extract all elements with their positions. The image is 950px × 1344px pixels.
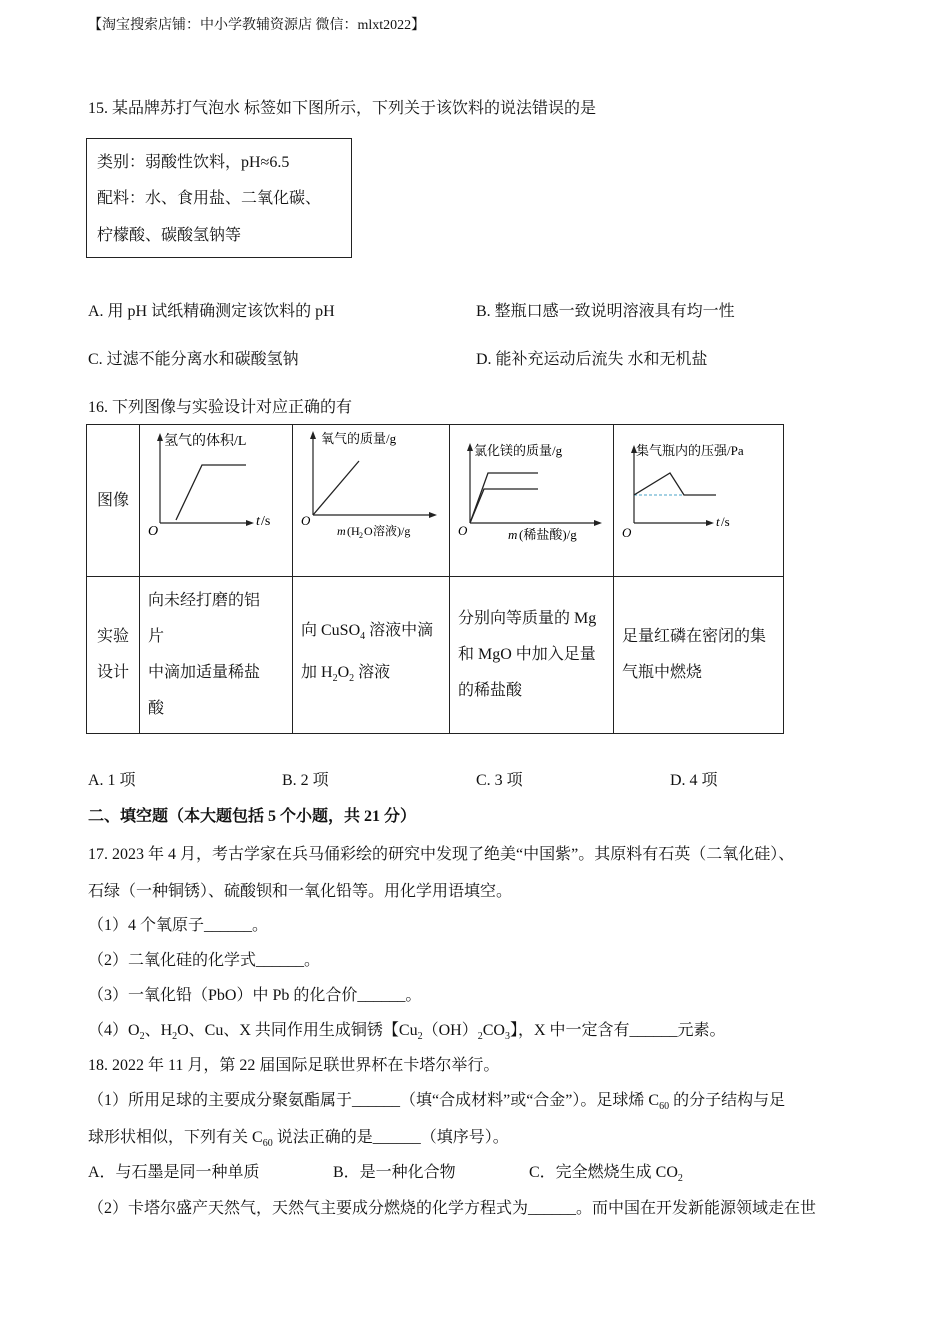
graph2-xlabel-rest: (H: [347, 524, 360, 538]
design-cell-3: [450, 577, 614, 734]
q16-stem: 16. 下列图像与实验设计对应正确的有: [88, 399, 353, 416]
q16-option-c: C. 3 项: [476, 772, 523, 789]
graph1-xlabel-unit: /s: [261, 514, 271, 529]
label-line-2: 配料：水、食用盐、二氧化碳、: [97, 190, 322, 207]
q18-part-1-line-2: 球形状相似，下列有关 $C_{60}$ 说法正确的是______（填序号）。: [88, 1129, 509, 1150]
graph-oxygen-mass: [293, 425, 449, 571]
q16-option-b: B. 2 项: [282, 772, 329, 789]
design3-line-1: 分别向等质量的 Mg: [458, 610, 597, 627]
graph-bottle-pressure: [614, 425, 783, 571]
graph2-ylabel: 氧气的质量/g: [321, 431, 397, 446]
design-cell-2: [293, 577, 450, 734]
q16-option-d: D. 4 项: [670, 772, 718, 789]
design4-line-2: 气瓶中燃烧: [622, 664, 703, 681]
q17-part-2: （2）二氧化硅的化学式______。: [88, 952, 321, 969]
q17-line-1: 17. 2023 年 4 月，考古学家在兵马俑彩绘的研究中发现了绝美“中国紫”。其原料有石英（二氧化硅）、: [88, 846, 795, 863]
q18-option-b: B．是一种化合物: [333, 1164, 456, 1181]
graph-cell-3: [450, 425, 614, 577]
graph-hydrogen-volume: [140, 425, 292, 571]
q15-option-c: C. 过滤不能分离水和碳酸氢钠: [88, 351, 299, 368]
graph4-ylabel: 集气瓶内的压强/Pa: [636, 443, 744, 458]
q18-part-1-line-1: （1）所用足球的主要成分聚氨酯属于______（填“合成材料”或“合金”）。足球烯 $C_{60}$ 的分子结构与足: [88, 1092, 786, 1113]
row-head-design-line-2: 设计: [97, 664, 130, 681]
design-cell-4: [614, 577, 784, 734]
graph2-xlabel-end: 溶液)/g: [373, 524, 411, 538]
graph4-xlabel-t: t: [716, 514, 720, 529]
design1-line-3: 中滴加适量稀盐: [148, 664, 261, 681]
q15-option-a: A. 用 pH 试纸精确测定该饮料的 pH: [88, 303, 335, 320]
graph1-origin: O: [148, 524, 159, 539]
q18-option-c: C．完全燃烧生成 $CO_2$: [529, 1164, 683, 1185]
graph2-origin: O: [301, 513, 311, 528]
design3-line-2: 和 MgO 中加入足量: [458, 646, 596, 663]
design-cell-1: [140, 577, 293, 734]
graph3-xlabel-m: m: [508, 527, 518, 542]
q15-option-b: B. 整瓶口感一致说明溶液具有均一性: [476, 303, 735, 320]
graph2-xlabel-sub: 2: [359, 531, 363, 540]
graph3-ylabel: 氯化镁的质量/g: [474, 443, 563, 458]
graph4-origin: O: [622, 525, 632, 540]
graph2-xlabel-o: O: [364, 524, 373, 538]
design2-line-2: 加 $H_2O_2$ 溶液: [301, 664, 391, 685]
graph2-xlabel-m: m: [337, 524, 346, 538]
q15-option-d: D. 能补充运动后流失 水和无机盐: [476, 351, 708, 368]
graph4-xlabel-unit: /s: [721, 514, 730, 529]
q17-part-3: （3）一氧化铅（PbO）中 Pb 的化合价______。: [88, 987, 422, 1004]
label-line-1: 类别：弱酸性饮料，pH≈6.5: [97, 154, 290, 171]
q18-part-2: （2）卡塔尔盛产天然气，天然气主要成分燃烧的化学方程式为______。而中国在开发新能源领域走在世: [88, 1200, 817, 1217]
graph-magnesium-chloride-mass: [450, 425, 613, 571]
design1-line-2: 片: [148, 628, 165, 645]
graph-cell-2: [293, 425, 450, 577]
graph-cell-1: [140, 425, 293, 577]
section-title-fill-in: 二、填空题（本大题包括 5 个小题，共 21 分）: [88, 808, 417, 825]
q17-line-2: 石绿（一种铜锈）、硫酸钡和一氧化铅等。用化学用语填空。: [88, 883, 513, 900]
q15-stem: 15. 某品牌苏打气泡水 标签如下图所示，下列关于该饮料的说法错误的是: [88, 100, 597, 117]
graph-cell-4: [614, 425, 784, 577]
label-line-3: 柠檬酸、碳酸氢钠等: [97, 227, 242, 244]
q18-option-a: A．与石墨是同一种单质: [88, 1164, 260, 1181]
q18-line-1: 18. 2022 年 11 月，第 22 届国际足联世界杯在卡塔尔举行。: [88, 1057, 500, 1074]
graph3-xlabel-rest: (稀盐酸)/g: [519, 527, 577, 542]
design3-line-3: 的稀盐酸: [458, 682, 523, 699]
row-head-image: 图像: [87, 425, 140, 577]
q17-part-4: $(4)O_2$、$H_2O$、Cu、X 共同作用生成铜锈【$Cu_2(OH)_2CO_3$】，X 中一定含有______元素。: [88, 1022, 726, 1043]
q16-option-a: A. 1 项: [88, 772, 136, 789]
graph1-xlabel-t: t: [256, 514, 260, 529]
graph3-origin: O: [458, 523, 468, 538]
row-head-design: [87, 577, 140, 734]
design4-line-1: 足量红磷在密闭的集: [622, 628, 767, 645]
design1-line-4: 酸: [148, 700, 165, 717]
q15-label-box: [86, 138, 352, 258]
design2-line-1: 向 CuSO$_4$ 溶液中滴: [301, 621, 434, 642]
row-head-design-line-1: 实验: [97, 628, 130, 645]
q17-part-1: （1）4 个氧原子______。: [88, 917, 269, 934]
q16-table: [86, 424, 784, 734]
graph1-ylabel: 氢气的体积/L: [164, 434, 247, 449]
page-header: 【淘宝搜索店铺：中小学教辅资源店 微信：mlxt2022】: [88, 18, 426, 33]
design1-line-1: 向未经打磨的铝: [148, 592, 261, 609]
